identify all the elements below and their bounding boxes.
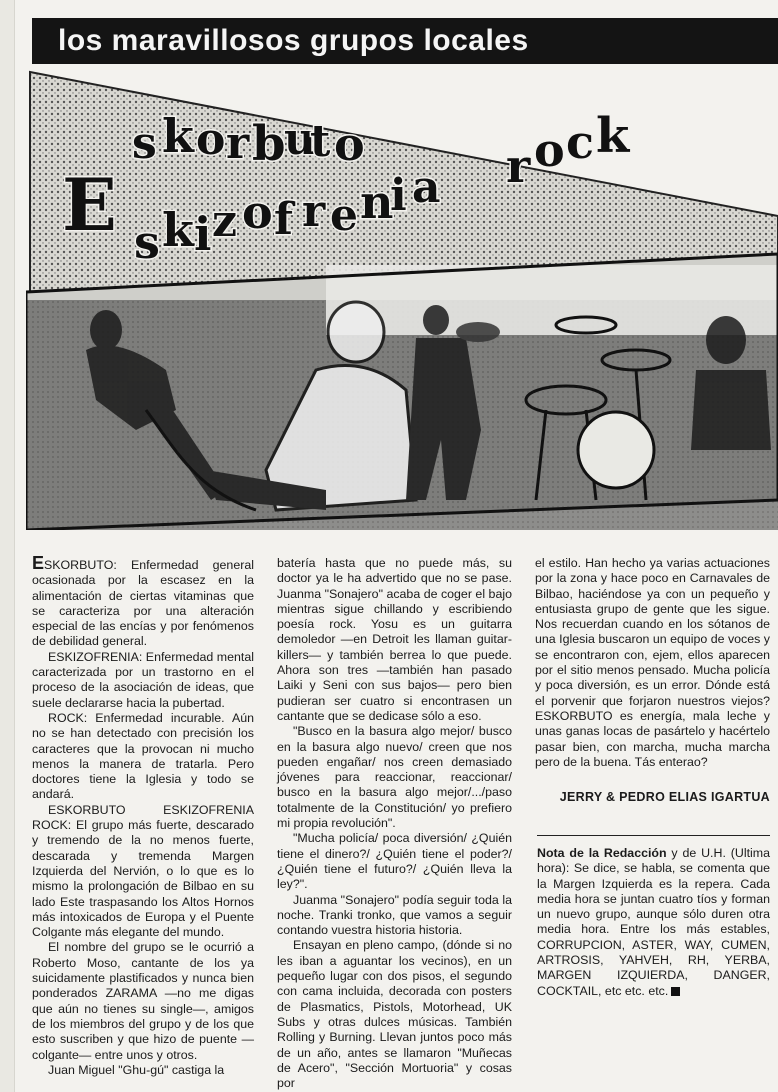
editorial-note-label: Nota de la Redacción xyxy=(537,846,667,860)
article-column-3 xyxy=(535,556,770,805)
title-letter: f xyxy=(274,194,293,245)
section-header xyxy=(32,18,778,64)
drop-cap: E xyxy=(32,553,45,573)
article-column-1 xyxy=(32,553,254,1078)
title-letter: t xyxy=(310,116,331,167)
band-photo-illustration xyxy=(26,70,778,530)
title-letter: k xyxy=(162,203,194,257)
title-letter: r xyxy=(506,139,531,193)
article-column-2 xyxy=(277,556,512,1091)
title-letter: b xyxy=(252,116,286,172)
paragraph: SKORBUTO: Enfermedad general ocasionada por la escasez en la alimentación de ciertas vitaminas que se caracteriza por una alteración especial de las encías y por fenómenos de debilidad general. xyxy=(32,558,254,649)
paragraph: ESKIZOFRENIA: Enfermedad mental caracterizada por un trastorno en el proceso de la asociación de ideas, que suele declararse hacia la pubertad. xyxy=(32,649,254,710)
title-letter: i xyxy=(194,207,212,261)
paragraph: batería hasta que no puede más, su doctor ya le ha advertido que no se pase. Juanma "Sonajero" acaba de coger el bajo mientras sigue chillando y escribiendo poesía rock. Yosu es un guitarra demoledor —en Detroit les llaman guitar-killers— y también berrea lo que puede. Ahora son tres —también han pasado Laiki y Seni con sus bajos— pero bien pudieran ser cuatro si encontrasen un cantante que se dedicase sólo a eso. xyxy=(277,556,512,723)
title-letter: e xyxy=(330,190,358,241)
title-letter: i xyxy=(390,170,407,221)
title-letter: r xyxy=(302,186,326,237)
title-letter: r xyxy=(226,118,250,169)
title-letter: s xyxy=(132,118,157,169)
hero-photo xyxy=(26,70,778,530)
paragraph: el estilo. Han hecho ya varias actuaciones por la zona y hace poco en Carnavales de Bilbao, haciéndose ya con un pequeño y entusiasta grupo de gente que les sigue. Nos recuerdan cuando en los sótanos de una Iglesia buscaron un equipo de voces y se encontraron con, ejem, ellos aparecen por el sitio menos pensado. Mucha policía y poca diversión, es un error. Dónde está el porvenir que forjaron nuestros viejos? ESKORBUTO es energía, mala leche y unas ganas locas de pasártelo y hacértelo pasar bien, con marcha, mucha marcha pero de la buena. Tás enterao? xyxy=(535,556,770,769)
title-letter: o xyxy=(334,117,365,171)
title-letter: k xyxy=(162,109,194,163)
page-edge xyxy=(0,0,15,1092)
paragraph: Juan Miguel "Ghu-gú" castiga la xyxy=(48,1062,225,1077)
paragraph: ROCK: Enfermedad incurable. Aún no se han detectado con precisión los caracteres que la provocan ni mucho menos la manera de tratarla. Pero doctores tiene la Iglesia y todo se andará. xyxy=(32,710,254,802)
title-letter: n xyxy=(360,175,394,229)
title-letter: o xyxy=(534,123,565,177)
paragraph: El nombre del grupo se le ocurrió a Roberto Moso, cantante de los ya suicidamente plastificados y nunca bien ponderados ZARAMA —no me digas que aún no tienes su single—, amigos de los miembros del grupo y de los que esto suscriben y que hizo de puente —colgante— entre unos y otros. xyxy=(32,940,254,1062)
lyrics-quote: "Mucha policía/ poca diversión/ ¿Quién tiene el dinero?/ ¿Quién tiene el poder?/ ¿Quién tiene el futuro?/ ¿Quién lleva la ley?". xyxy=(277,831,512,892)
editorial-note xyxy=(537,835,770,999)
paragraph: Juanma "Sonajero" podía seguir toda la noche. Tranki tronko, que vamos a seguir contando vuestra historia historia. xyxy=(277,892,512,938)
title-letter: o xyxy=(242,185,273,239)
section-title: los maravillosos grupos locales xyxy=(58,24,529,57)
title-letter: k xyxy=(596,108,630,164)
paragraph: ESKORBUTO ESKIZOFRENIA ROCK: El grupo más fuerte, descarado y tremendo de la no menos fuerte, descarada y tremenda Margen Izquierda del Nervión, o lo que es lo mismo la prolongación de Bilbao en su lado Este traspasando los Altos Hornos más intoxicados de Europa y el Puente Colgante más elegante del mundo. xyxy=(32,802,254,940)
title-letter: o xyxy=(196,114,226,165)
title-letter: E xyxy=(62,162,117,247)
title-letter: u xyxy=(284,114,316,165)
title-letter: a xyxy=(412,162,441,213)
author-signature: JERRY & PEDRO ELIAS IGARTUA xyxy=(559,790,770,805)
lyrics-quote: "Busco en la basura algo mejor/ busco en la basura algo nuevo/ creen que nos pueden engañar/ nos creen demasiado jóvenes para reaccionar, reaccionar/ busco en la basura algo mejor/.../paso totalmente de la Constitución/ yo prefiero mi propia revolución". xyxy=(277,724,512,831)
title-letter: c xyxy=(566,115,595,169)
end-of-article-icon xyxy=(671,987,680,996)
paragraph: Ensayan en pleno campo, (dónde si no les iban a aguantar los vecinos), en un pequeño lugar con dos pisos, el segundo con cama incluida, decorada con posters de Plasmatics, Pistols, Motorhead, UK Subs y otras dulces músicas. También Rolling y Burning. Llevan juntos poco más de un año, antes se llamaron "Muñecas de Acero", "Sección Mortuoria" y cosas por xyxy=(277,938,512,1091)
editorial-note-text: y de U.H. (Ultima hora): Se dice, se habla, se comenta que la Margen Izquierda es la repera. Cada media hora se juntan cuatro tíos y forman un nuevo grupo, aunque sólo duren otra media hora. Entre los más estables, CORRUPCION, ASTER, WAY, CUMEN, ARTROSIS, YAHVEH, RH, YERBA, MARGEN IZQUIERDA, DANGER, COCKTAIL, etc etc. etc. xyxy=(537,846,770,998)
title-letter: z xyxy=(212,196,237,247)
title-letter: s xyxy=(134,215,160,269)
